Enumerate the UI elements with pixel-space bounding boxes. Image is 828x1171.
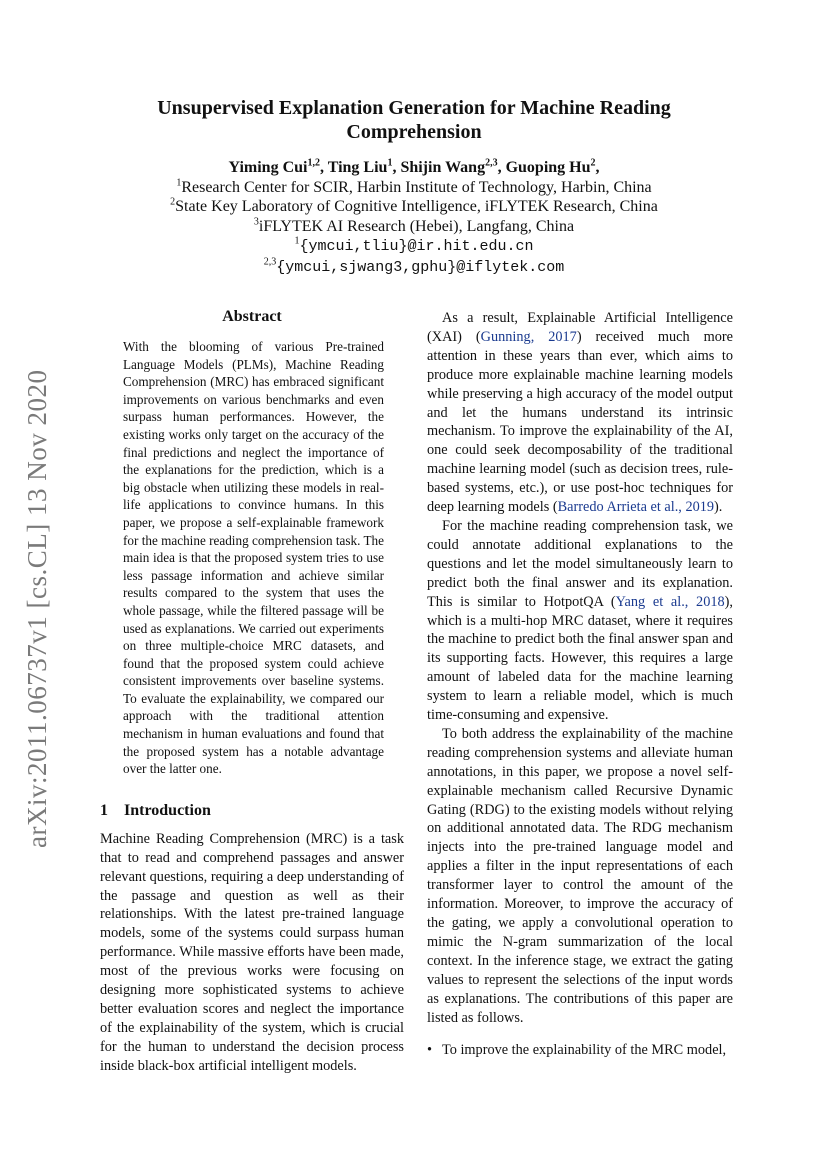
text-run: For the machine reading comprehension task, we could annotate additional explanations to the questions and let the model simultaneously learn to predict both the final answer and its explanation. This is similar to HotpotQA ( [427, 517, 733, 610]
affiliation-text: iFLYTEK AI Research (Hebei), Langfang, China [258, 217, 575, 235]
text-run: ) received much more attention in these years than ever, which aims to produce more explainable machine learning models while preserving a high accuracy of the model output and let the humans understand its intrinsic mechanism. To improve the explainability of the AI, one could seek decomposability of the traditional machine learning model (such as decision trees, rule-based systems, etc.), or use post-hoc techniques for deep learning models ( [427, 328, 733, 516]
arxiv-stamp: arXiv:2011.06737v1 [cs.CL] 13 Nov 2020 [22, 369, 52, 848]
author-sup: 2,3 [485, 157, 498, 169]
author-name: Ting Liu [327, 159, 388, 176]
affiliation-text: Research Center for SCIR, Harbin Institute of Technology, Harbin, China [181, 178, 652, 196]
text-run: As a result, Explainable Artificial Intelligence (XAI) ( [427, 310, 733, 345]
body-paragraph [427, 517, 733, 725]
email [100, 236, 728, 257]
email-sup: 2,3 [263, 256, 277, 268]
abstract-heading: Abstract [222, 308, 282, 325]
bullet-icon: • [427, 1042, 433, 1059]
bullet-text: To improve the explainability of the MRC model, [442, 1042, 727, 1059]
abstract-text: With the blooming of various Pre-trained Language Models (PLMs), Machine Reading Comprehension (MRC) has embraced significant improvements on various benchmarks and even surpass human performances. However, the existing works only target on the accuracy of the final predictions and neglect the importance of the explanations for the prediction, which is a big obstacle when utilizing these models in real-life applications to convince humans. In this paper, we propose a self-explainable framework for the machine reading comprehension task. The main idea is that the proposed system tries to use less passage information and achieve similar results compared to the system that uses the whole passage, while the filtered passage will be used as explanations. We carried out experiments on three multiple-choice MRC datasets, and found that the proposed system could achieve consistent improvements over baseline systems. To evaluate the explainability, we compared our approach with the traditional attention mechanism in human evaluations and found that the proposed system has a notable advantage over the latter one. [123, 339, 384, 777]
citation-link[interactable]: Yang et al., 2018 [615, 593, 725, 610]
citation-link[interactable]: Barredo Arrieta et al., 2019 [557, 499, 715, 516]
affiliation-text: State Key Laboratory of Cognitive Intelligence, iFLYTEK Research, China [175, 198, 658, 216]
author-name: Yiming Cui [228, 159, 308, 176]
body-paragraph [427, 309, 733, 517]
section-heading-introduction [100, 802, 404, 820]
right-column [427, 309, 733, 1060]
author-block [100, 158, 728, 278]
email-sup: 1 [294, 236, 300, 248]
section-title: Introduction [124, 801, 211, 819]
affiliation [100, 178, 728, 198]
author-sup: 1 [387, 157, 393, 169]
affiliation-sup: 2 [170, 196, 176, 208]
affiliation [100, 197, 728, 217]
author-sup: 1,2 [307, 157, 320, 169]
left-column [100, 308, 404, 1076]
affiliation [100, 217, 728, 237]
email-text: {ymcui,sjwang3,gphu}@iflytek.com [276, 258, 565, 276]
affiliation-sup: 3 [253, 216, 259, 228]
email [100, 257, 728, 278]
author-name: Guoping Hu [505, 159, 591, 176]
author-name: Shijin Wang [400, 159, 486, 176]
author-names: Yiming Cui$^{1,2}$, Ting Liu$^1$, Shijin Wang$^{2,3}$, Guoping Hu$^2$, [228, 157, 600, 176]
citation-link[interactable]: Gunning, 2017 [480, 328, 577, 345]
intro-paragraph: Machine Reading Comprehension (MRC) is a task that to read and comprehend passages and answer relevant questions, requiring a deep understanding of the passage and question as well as their relationships. With the latest pre-trained language models, some of the systems could surpass human performance. While massive efforts have been made, most of the previous works were focusing on designing more sophisticated systems to achieve better evaluation scores and neglect the importance of the explainability of the system, which is crucial for the human to understand the decision process inside black-box artificial intelligent models. [100, 830, 404, 1074]
email-text: {ymcui,tliu}@ir.hit.edu.cn [299, 238, 534, 256]
text-run: ), which is a multi-hop MRC dataset, where it requires the machine to predict both the final answer span and its supporting facts. However, this requires a large amount of labeled data for the machine learning system to learn a reliable model, which is much time-consuming and expensive. [427, 593, 733, 724]
paper-title: Unsupervised Explanation Generation for Machine Reading Comprehension [157, 97, 671, 143]
bullet-item [427, 1041, 733, 1060]
author-sup: 2 [590, 157, 596, 169]
body-paragraph: To both address the explainability of the machine reading comprehension systems and alleviate human annotations, in this paper, we propose a novel self-explainable mechanism called Recursive Dynamic Gating (RDG) to the existing models without relying on additional annotated data. The RDG mechanism injects into the pre-trained language model and applies a filter in the input representations of each transformer layer to control the amount of the information. Moreover, to improve the accuracy of the gating, we apply a convolutional operation to mimic the N-gram summarization of the local context. In the inference stage, we extract the gating values to represent the selections of the input words as explanations. The contributions of this paper are listed as follows. [427, 725, 733, 1026]
affiliation-sup: 1 [176, 177, 182, 189]
text-run: ). [714, 499, 723, 516]
section-number: 1 [100, 801, 108, 819]
